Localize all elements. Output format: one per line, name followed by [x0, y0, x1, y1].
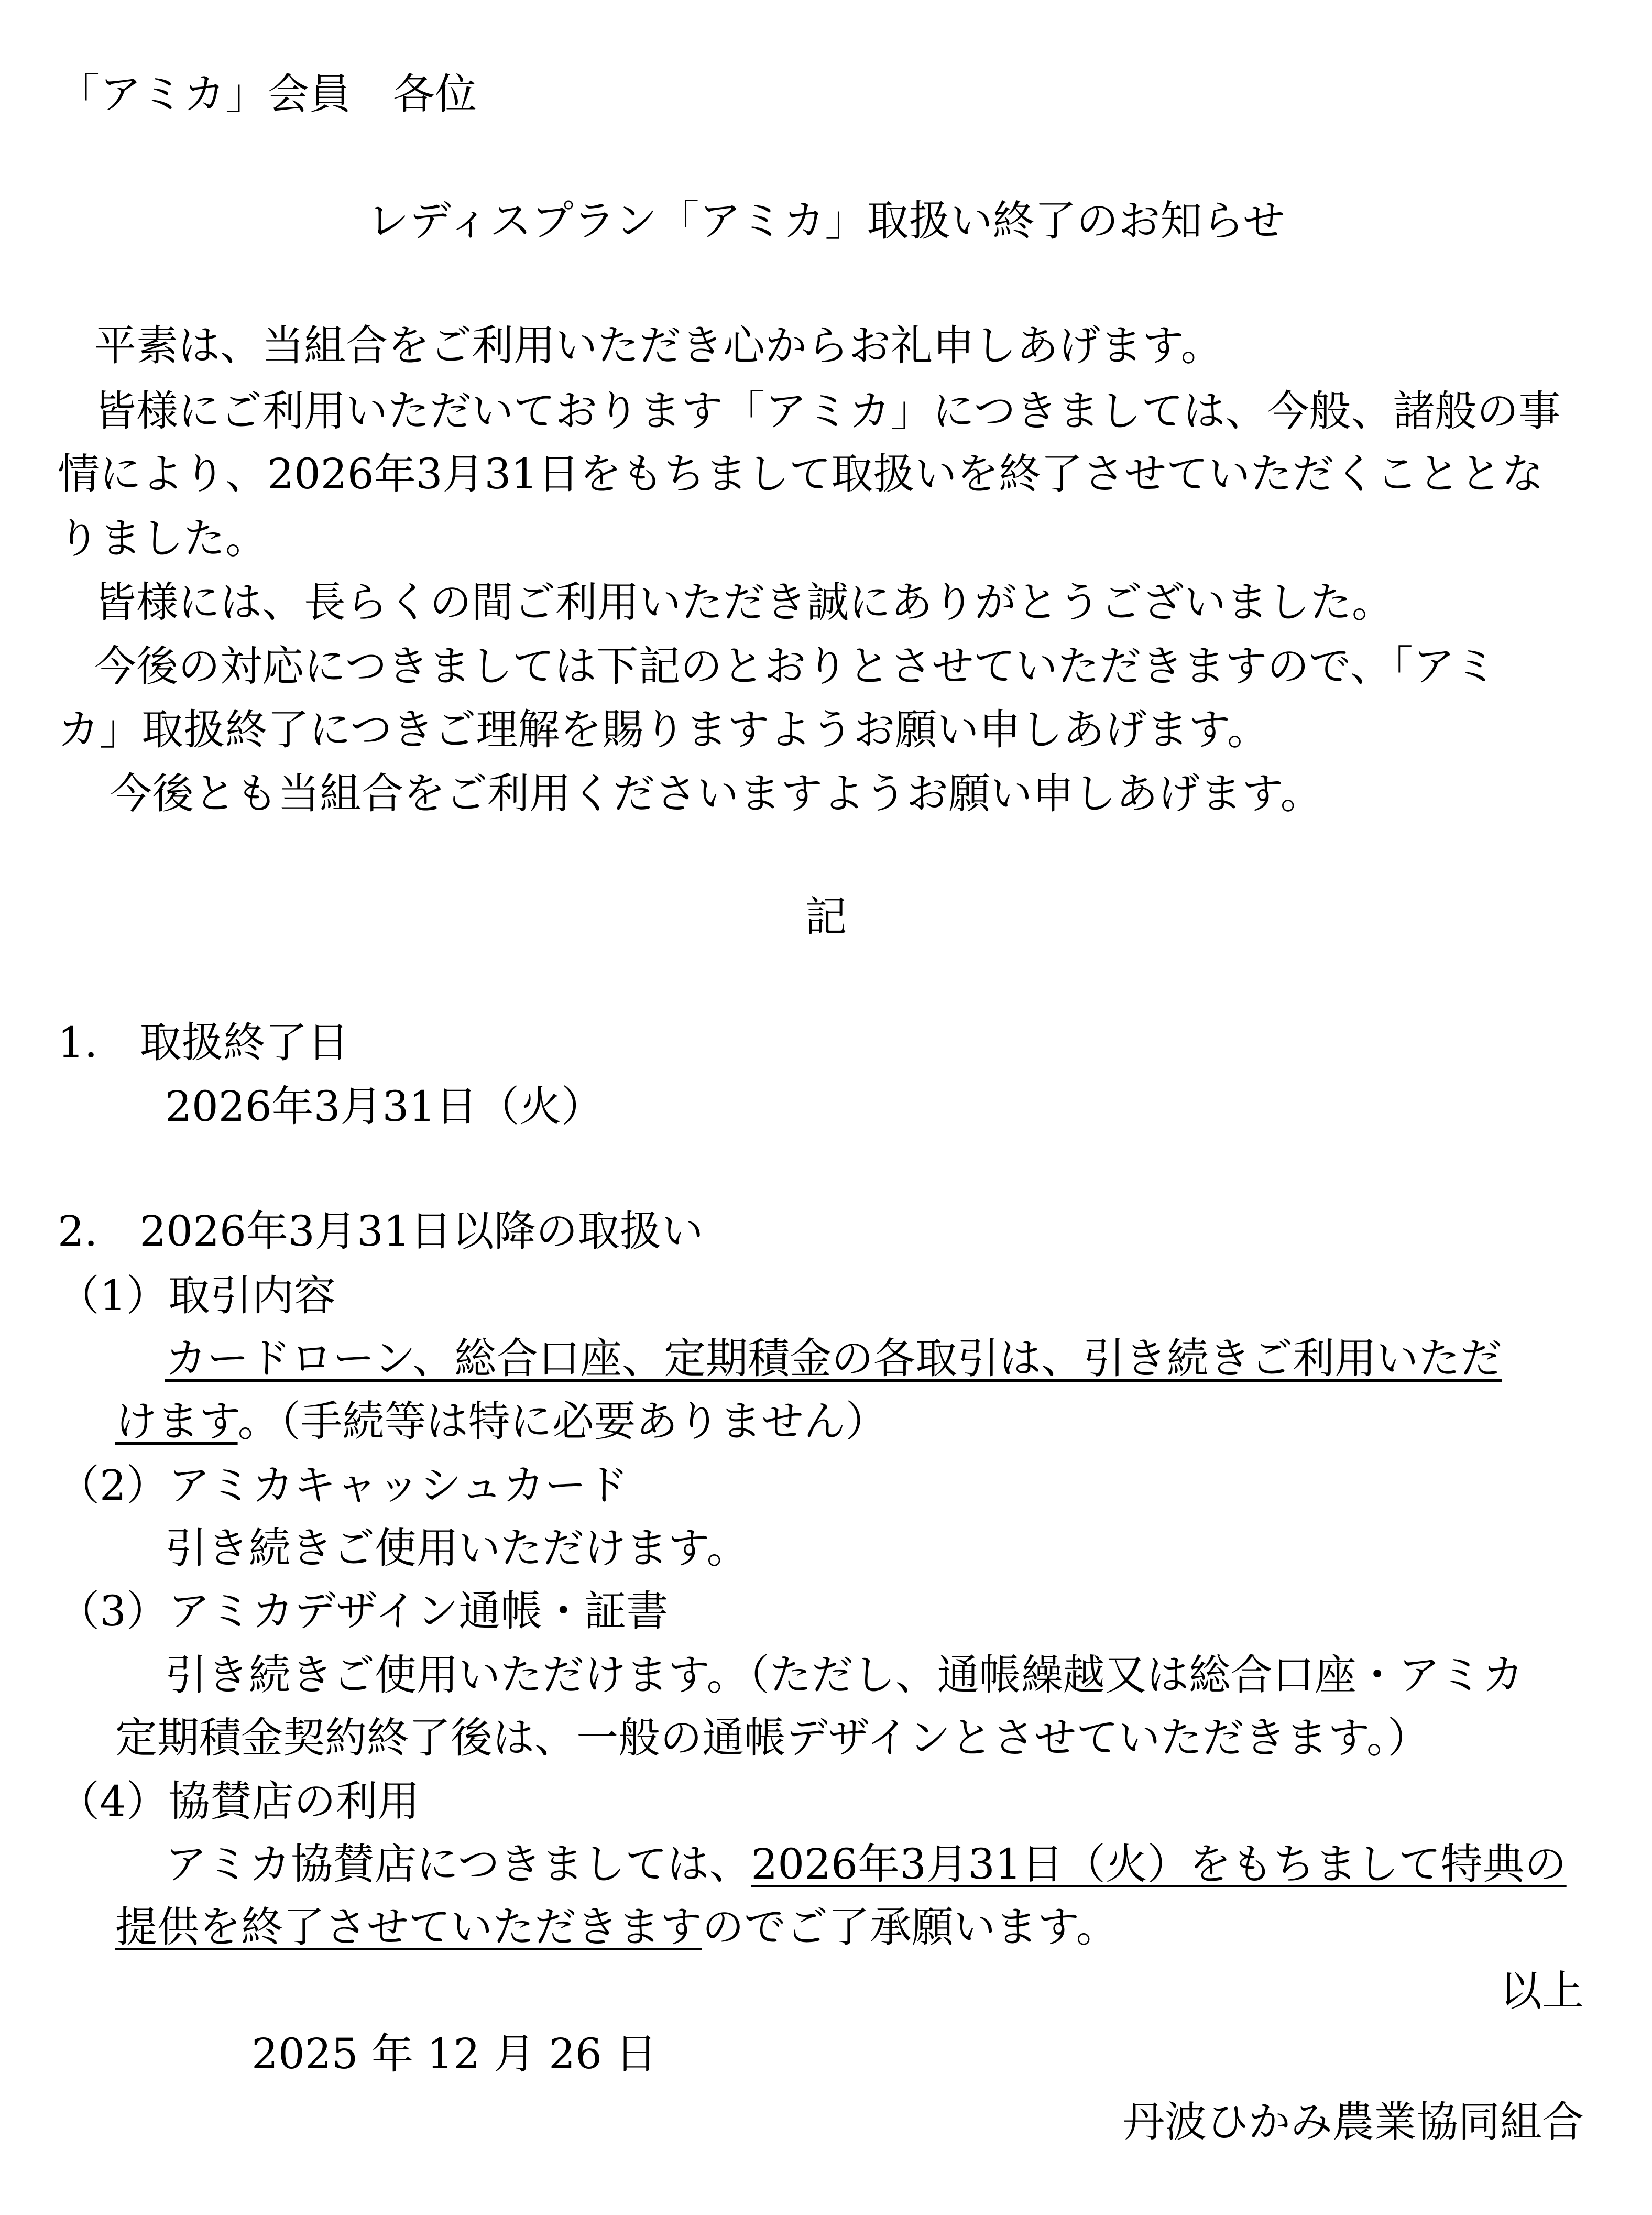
section-1-date: 2026年3月31日（火）: [165, 1082, 604, 1131]
paragraph-notice-line-2: 情により、2026年3月31日をもちまして取扱いを終了させていただくこととな: [58, 450, 1544, 498]
issuer-name: 丹波ひかみ農業協同組合: [1123, 2098, 1584, 2146]
section-1-heading: 1. 取扱終了日: [58, 1018, 349, 1067]
item-1-line-1: カードローン、総合口座、定期積金の各取引は、引き続きご利用いただ: [165, 1334, 1502, 1383]
item-4-line-2-rest: のでご了承願います。: [702, 1903, 1118, 1951]
paragraph-closing: 今後とも当組合をご利用くださいますようお願い申しあげます。: [110, 769, 1322, 818]
paragraph-thanks: 皆様には、長らくの間ご利用いただき誠にありがとうございました。: [94, 578, 1394, 627]
item-1-label: （1）取引内容: [58, 1271, 336, 1320]
item-1-line-2-underlined: けます: [115, 1397, 238, 1446]
addressee: 「アミカ」会員 各位: [58, 70, 477, 118]
item-2-label: （2）アミカキャッシュカード: [58, 1461, 629, 1510]
item-4-line-1-plain: アミカ協賛店につきましては、: [165, 1840, 751, 1889]
item-4-line-2-underlined: 提供を終了させていただきます: [115, 1903, 702, 1951]
item-1-line-2-rest: 。（手続等は特に必要ありません）: [237, 1397, 888, 1446]
paragraph-greeting: 平素は、当組合をご利用いただき心からお礼申しあげます。: [94, 321, 1223, 370]
ki-mark: 記: [805, 892, 847, 941]
item-3-label: （3）アミカデザイン通帳・証書: [58, 1587, 669, 1635]
paragraph-request-line-2: カ」取扱終了につきご理解を賜りますようお願い申しあげます。: [58, 705, 1269, 754]
item-2-line-1: 引き続きご使用いただけます。: [165, 1524, 749, 1573]
paragraph-request-line-1: 今後の対応につきましては下記のとおりとさせていただきますので、「アミ: [94, 642, 1497, 691]
item-4-line-1: [165, 1838, 1567, 1891]
item-4-line-2: [115, 1901, 1118, 1954]
item-4-line-1-underlined: 2026年3月31日（火）をもちまして特典の: [751, 1840, 1567, 1889]
document-title: レディスプラン「アミカ」取扱い終了のお知らせ: [367, 197, 1285, 245]
item-1-line-2: [115, 1395, 888, 1448]
item-3-line-2: 定期積金契約終了後は、一般の通帳デザインとさせていただきます。）: [115, 1714, 1429, 1762]
section-2-heading: 2. 2026年3月31日以降の取扱い: [58, 1207, 704, 1256]
issue-date: 2025 年 12 月 26 日: [251, 2029, 658, 2078]
item-4-label: （4）協賛店の利用: [58, 1777, 420, 1826]
paragraph-notice-line-1: 皆様にご利用いただいております「アミカ」につきましては、今般、諸般の事: [94, 387, 1561, 435]
closing-ijou: 以上: [1500, 1967, 1584, 2015]
paragraph-notice-line-3: りました。: [58, 514, 267, 563]
item-3-line-1: 引き続きご使用いただけます。（ただし、通帳繰越又は総合口座・アミカ: [165, 1651, 1524, 1699]
